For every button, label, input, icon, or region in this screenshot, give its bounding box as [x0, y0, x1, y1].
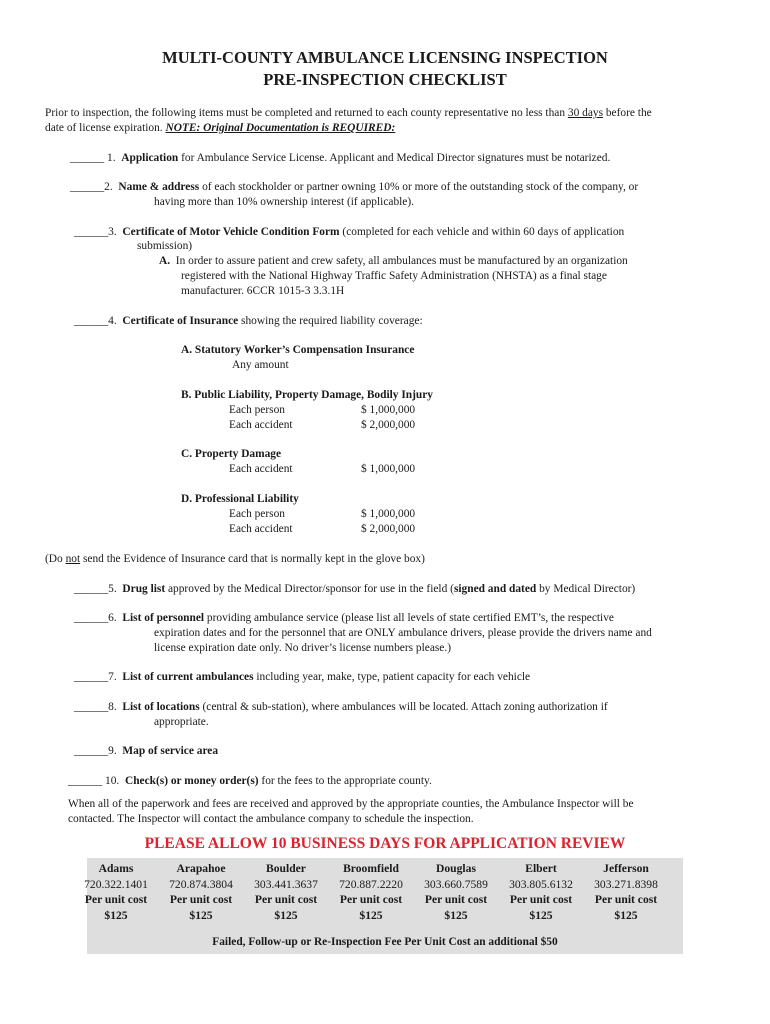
checklist-item-3a-line-3: manufacturer. 6CCR 1015-3 3.3.1H — [181, 285, 345, 297]
checklist-item-3a: A. In order to assure patient and crew safety, all ambulances must be manufactured by an organization — [159, 255, 628, 267]
insurance-b-row-1-label: Each person — [229, 404, 285, 416]
county-fees-table — [84, 858, 683, 954]
county-douglas: Douglas 303.660.7589 Per unit cost $125 — [424, 862, 488, 922]
checklist-item-8: ______8. List of locations (central & sub-station), where ambulances will be located. Attach zoning authorization if — [74, 701, 608, 713]
title-line-1: MULTI-COUNTY AMBULANCE LICENSING INSPECTION — [162, 48, 608, 67]
checklist-item-10: ______ 10. Check(s) or money order(s) for the fees to the appropriate county. — [68, 775, 432, 787]
insurance-b-row-2-label: Each accident — [229, 419, 293, 431]
insurance-a-title: A. Statutory Worker’s Compensation Insurance — [181, 344, 415, 356]
insurance-b-title: B. Public Liability, Property Damage, Bodily Injury — [181, 389, 433, 401]
insurance-c-row-1-value: $ 1,000,000 — [361, 463, 416, 475]
checklist-item-3a-line-2: registered with the National Highway Traffic Safety Administration (NHSTA) as a final stage — [181, 270, 607, 282]
insurance-a-amount: Any amount — [232, 359, 289, 371]
intro-line-1: Prior to inspection, the following items must be completed and returned to each county representative no less than 30 days before the — [45, 107, 652, 119]
checklist-item-6-line-2: expiration dates and for the personnel that are ONLY ambulance drivers, please provide the drivers name and — [154, 627, 652, 639]
checklist-item-2-line-2: having more than 10% ownership interest (if applicable). — [154, 196, 415, 208]
checklist-item-8-line-2: appropriate. — [154, 716, 209, 728]
county-elbert: Elbert 303.805.6132 Per unit cost $125 — [509, 862, 573, 922]
county-adams: Adams 720.322.1401 Per unit cost $125 — [84, 862, 148, 922]
county-arapahoe: Arapahoe 720.874.3804 Per unit cost $125 — [169, 862, 233, 922]
original-doc-note: NOTE: Original Documentation is REQUIRED: — [165, 122, 396, 134]
glovebox-note: (Do not send the Evidence of Insurance card that is normally kept in the glove box) — [45, 553, 425, 565]
county-jefferson: Jefferson 303.271.8398 Per unit cost $125 — [594, 862, 658, 922]
checklist-item-3: ______3. Certificate of Motor Vehicle Condition Form (completed for each vehicle and within 60 days of application — [74, 226, 625, 238]
insurance-b-row-1-value: $ 1,000,000 — [361, 404, 416, 416]
intro-line-2: date of license expiration. NOTE: Original Documentation is REQUIRED: — [45, 122, 396, 134]
insurance-b-row-2-value: $ 2,000,000 — [361, 419, 416, 431]
checklist-item-6-line-3: license expiration date only. No driver’s license numbers please.) — [154, 642, 452, 654]
checklist-item-4: ______4. Certificate of Insurance showing the required liability coverage: — [74, 315, 423, 327]
reinspection-fee-note: Failed, Follow-up or Re-Inspection Fee Per Unit Cost an additional $50 — [212, 936, 558, 948]
insurance-c-title: C. Property Damage — [181, 448, 282, 460]
county-broomfield: Broomfield 720.887.2220 Per unit cost $125 — [339, 862, 403, 922]
insurance-d-row-1-value: $ 1,000,000 — [361, 508, 416, 520]
county-boulder: Boulder 303.441.3637 Per unit cost $125 — [254, 862, 318, 922]
insurance-d-row-2-value: $ 2,000,000 — [361, 523, 416, 535]
checklist-item-7: ______7. List of current ambulances including year, make, type, patient capacity for each vehicle — [74, 671, 531, 683]
checklist-item-1: ______ 1. Application for Ambulance Service License. Applicant and Medical Director signatures must be notarized. — [70, 152, 611, 164]
closing-line-1: When all of the paperwork and fees are received and approved by the appropriate counties, the Ambulance Inspector will be — [68, 798, 634, 810]
insurance-d-row-2-label: Each accident — [229, 523, 293, 535]
checklist-item-3-line-2: submission) — [137, 240, 193, 252]
insurance-c-row-1-label: Each accident — [229, 463, 293, 475]
insurance-d-title: D. Professional Liability — [181, 493, 299, 505]
insurance-d-row-1-label: Each person — [229, 508, 285, 520]
checklist-item-5: ______5. Drug list approved by the Medical Director/sponsor for use in the field (signed and dated by Medical Director) — [74, 583, 636, 595]
closing-line-2: contacted. The Inspector will contact the ambulance company to schedule the inspection. — [68, 813, 474, 825]
checklist-item-6: ______6. List of personnel providing ambulance service (please list all levels of state certified EMT’s, the respective — [74, 612, 614, 624]
review-notice: PLEASE ALLOW 10 BUSINESS DAYS FOR APPLICATION REVIEW — [144, 835, 626, 852]
checklist-item-2: ______2. Name & address of each stockholder or partner owning 10% or more of the outstanding stock of the company, or — [70, 181, 639, 193]
title-line-2: PRE-INSPECTION CHECKLIST — [263, 70, 507, 89]
checklist-item-9: ______9. Map of service area — [74, 745, 219, 757]
